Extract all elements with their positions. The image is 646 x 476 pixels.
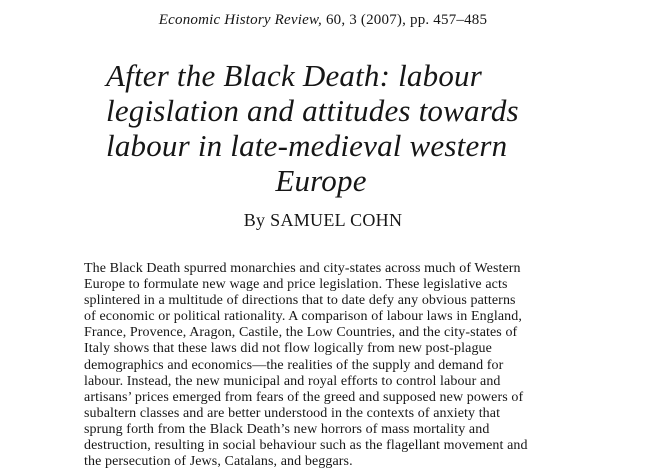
journal-name: Economic History Review, bbox=[158, 12, 323, 28]
abstract-line: the persecution of Jews, Catalans, and beggars. bbox=[84, 454, 353, 470]
abstract-line: France, Provence, Aragon, Castile, the Low Countries, and the city-states of bbox=[84, 325, 518, 341]
article-title bbox=[106, 58, 536, 198]
abstract-line: subaltern classes and are better understood in the contexts of anxiety that bbox=[84, 405, 501, 421]
abstract-line: The Black Death spurred monarchies and city-states across much of Western bbox=[84, 261, 521, 276]
journal-citation bbox=[0, 11, 646, 30]
citation-details: 60, 3 (2007), pp. 457–485 bbox=[322, 12, 488, 28]
abstract-line: of economic or political rationality. A comparison of labour laws in England, bbox=[84, 309, 522, 325]
byline-prefix: By bbox=[243, 210, 266, 230]
article-title-line: After the Black Death: labour bbox=[106, 58, 482, 93]
abstract-line: splintered in a multitude of directions that to date defy any obvious patterns bbox=[84, 293, 516, 309]
byline bbox=[0, 209, 646, 231]
abstract bbox=[84, 261, 548, 470]
article-title-line: legislation and attitudes towards bbox=[106, 93, 519, 128]
abstract-line: demographics and economics—the realities of the supply and demand for bbox=[84, 357, 504, 373]
author-name: SAMUEL COHN bbox=[270, 210, 403, 230]
abstract-line: sprung forth from the Black Death’s new horrors of mass mortality and bbox=[84, 421, 490, 437]
abstract-line: destruction, resulting in social behaviour such as the flagellant movement and bbox=[84, 438, 528, 454]
abstract-line: artisans’ prices emerged from fears of the greed and supposed new powers of bbox=[84, 389, 524, 405]
abstract-line: labour. Instead, the new municipal and royal efforts to control labour and bbox=[84, 373, 501, 389]
article-title-line: Europe bbox=[275, 163, 367, 198]
abstract-line: Europe to formulate new wage and price legislation. These legislative acts bbox=[84, 277, 508, 293]
article-title-line: labour in late-medieval western bbox=[106, 128, 508, 163]
abstract-line: Italy shows that these laws did not flow logically from new post-plague bbox=[84, 341, 492, 357]
